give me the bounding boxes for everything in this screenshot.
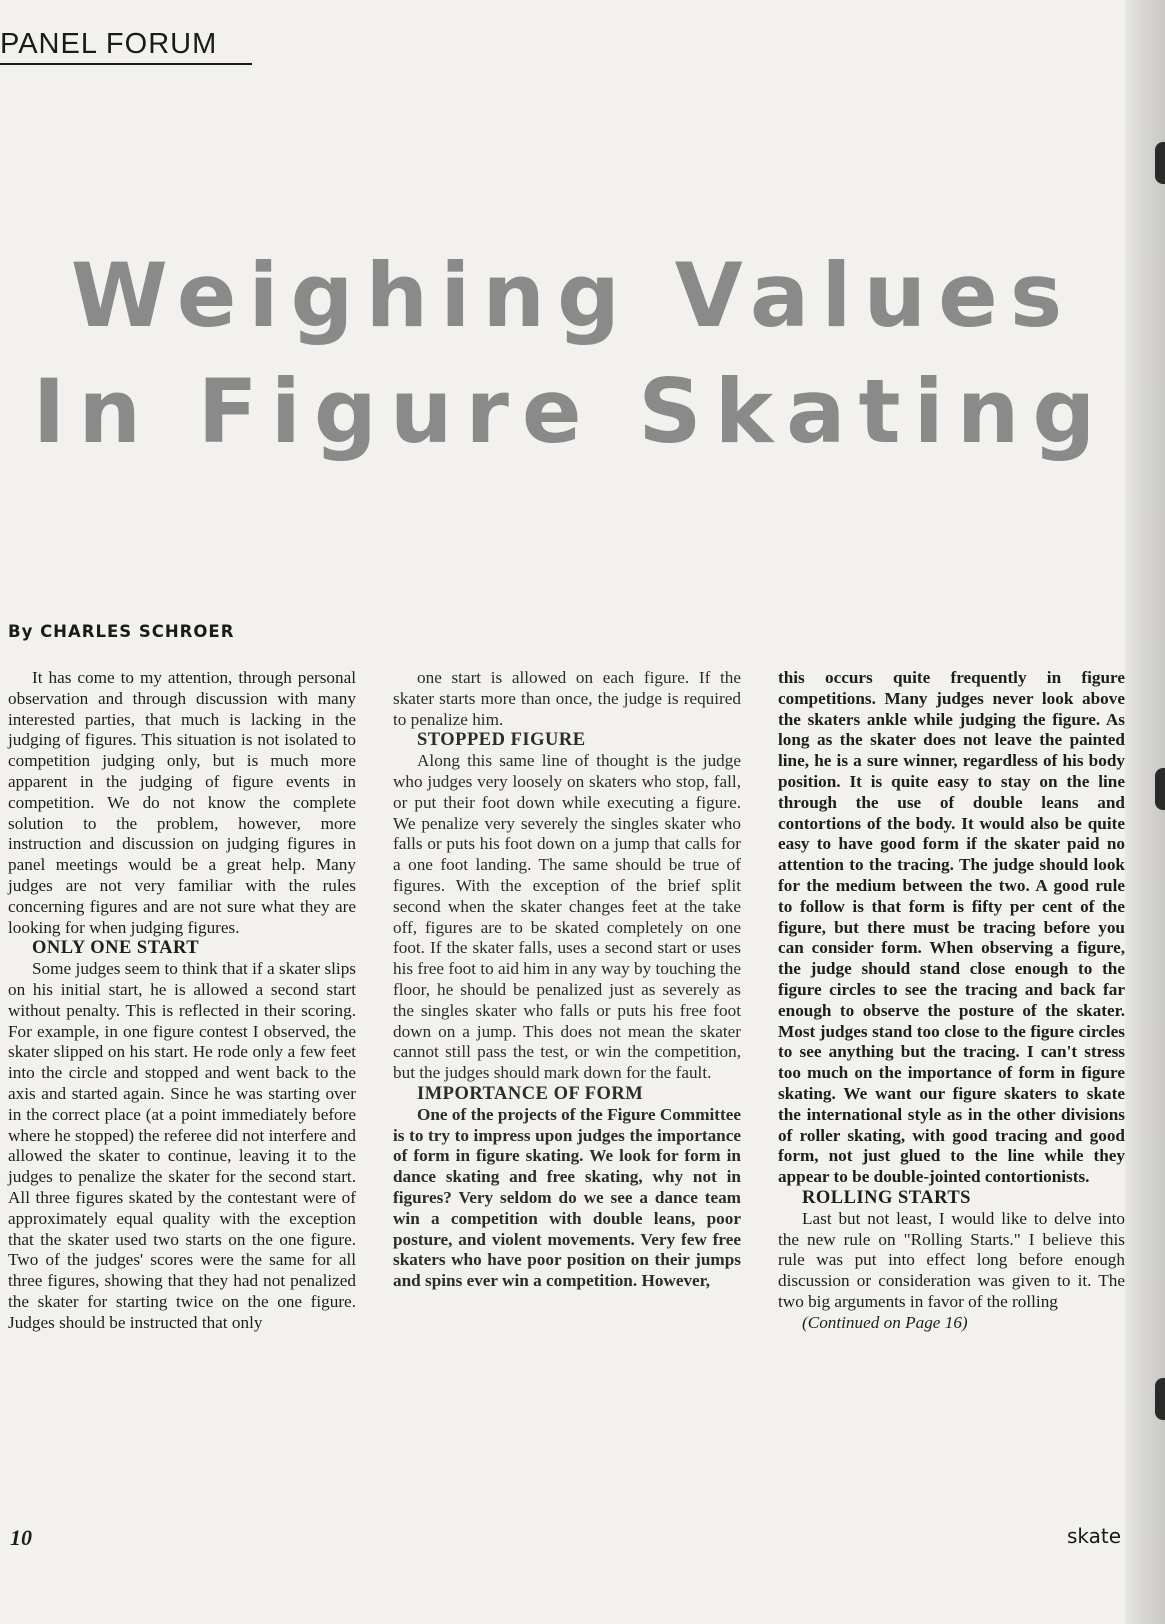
paragraph: one start is allowed on each figure. If the skater starts more than once, the judge is required to penalize him. — [393, 668, 741, 729]
page-number: 10 — [10, 1525, 32, 1550]
article-title-line-1: Weighing Values — [70, 244, 1075, 347]
column-3 — [778, 668, 1125, 1334]
byline: By CHARLES SCHROER — [8, 622, 235, 641]
paragraph: One of the projects of the Figure Committee is to try to impress upon judges the importance of form in figure skating. We look for form in dance skating and free skating, why not in figures? Very seldom do we see a dance team win a competition with double leans, poor posture, and violent movements. Very few free skaters who have poor position on their jumps and spins ever win a competition. However, — [393, 1104, 741, 1291]
paragraph: Along this same line of thought is the judge who judges very loosely on skaters who stop, fall, or put their foot down while executing a figure. We penalize very severely the singles skater who falls or puts his foot down on a jump that calls for a one foot landing. The same should be true of figures. With the exception of the brief split second when the skater changes feet at the take off, figures are to be skated completely on one foot. If the skater falls, uses a second start or uses his free foot to aid him in any way by touching the floor, he should be penalized just as severely as the singles skater who falls or puts his free foot down on a jump. This does not mean the skater cannot still pass the test, or win the competition, but the judges should mark down for the fault. — [393, 751, 741, 1083]
article-title-line-2: In Figure Skating — [32, 360, 1109, 463]
section-header: PANEL FORUM — [0, 28, 252, 65]
subheading: STOPPED FIGURE — [417, 730, 586, 751]
subheading: ROLLING STARTS — [802, 1187, 971, 1208]
paragraph: It has come to my attention, through personal observation and through discussion with many interested parties, that much is lacking in the judging of figures. This situation is not isolated to competition judging only, but is much more apparent in the judging of figure events in competition. We do not know the complete solution to the problem, however, more instruction and discussion on judging figures in panel meetings would be a great help. Many judges are not very familiar with the rules concerning figures and are not sure what they are looking for when judging figures. — [8, 668, 356, 937]
paragraph: Some judges seem to think that if a skater slips on his initial start, he is allowed a second start without penalty. This is reflected in their scoring. For example, in one figure contest I observed, the skater slipped on his start. He rode only a few feet into the circle and stopped and went back to the axis and started again. Since he was starting over in the correct place (at a point immediately before where he stopped) the referee did not interfere and allowed the skater to continue, leaving it to the judges to penalize the skater for the second start. All three figures skated by the contestant were of approximately equal quality with the exception that the skater used two starts on the one figure. Two of the judges' scores were the same for all three figures, showing that they had not penalized the skater for starting twice on the one figure. Judges should be instructed that only — [8, 959, 356, 1332]
binder-clip — [1155, 1378, 1165, 1420]
binder-clip — [1155, 142, 1165, 184]
paragraph: this occurs quite frequently in figure competitions. Many judges never look above the skaters ankle while judging the figure. As long as the skater does not leave the painted line, he is a sure winner, regardless of his body position. It is quite easy to stay on the line through the use of double leans and contortions of the body. It would also be quite easy to have good form if the skater paid no attention to the tracing. The judge should look for the medium between the two. A good rule to follow is that form is fifty per cent of the figure, but there must be tracing before you can consider form. When observing a figure, the judge should stand close enough to the figure circles to see the tracing and back far enough to observe the posture of the skater. Most judges stand too close to the figure circles to see anything but the tracing. I can't stress too much on the importance of form in figure skating. We want our figure skaters to skate the international style as in the other divisions of roller skating, with good tracing and good form, not just glued to the line while they appear to be double-jointed contortionists. — [778, 668, 1125, 1187]
column-2 — [393, 668, 741, 1292]
continued-note: (Continued on Page 16) — [802, 1312, 968, 1332]
subheading: IMPORTANCE OF FORM — [417, 1083, 644, 1104]
binder-clip — [1155, 768, 1165, 810]
column-1 — [8, 668, 356, 1334]
magazine-name: skate — [1067, 1524, 1122, 1548]
paragraph: Last but not least, I would like to delve into the new rule on "Rolling Starts." I believe this rule was put into effect long before enough discussion or consideration was given to it. The two big arguments in favor of the rolling — [778, 1208, 1125, 1311]
subheading: ONLY ONE START — [32, 938, 200, 959]
